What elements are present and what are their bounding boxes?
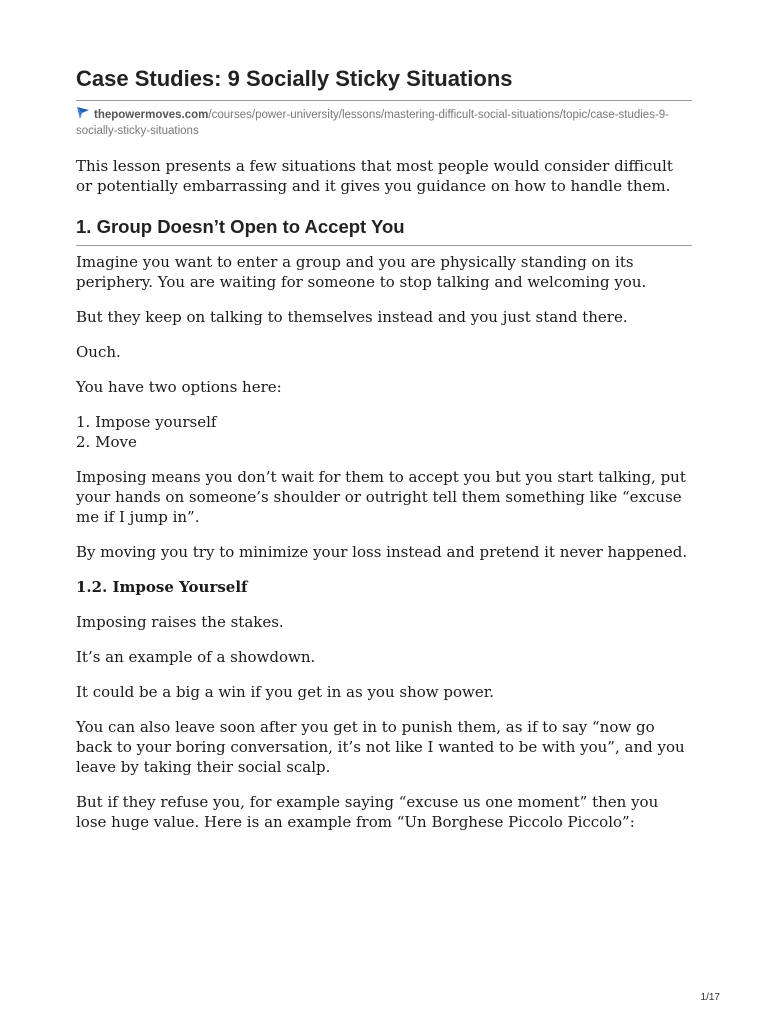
page-number: 1/17	[700, 992, 720, 1003]
powermoves-logo-icon	[76, 106, 90, 120]
paragraph: You have two options here:	[76, 378, 282, 396]
paragraph: Imposing means you don’t wait for them to accept you but you start talking, put your hands on someone’s shoulder or outright tell them something like “excuse me if I jump in”.	[76, 468, 686, 526]
paragraph: Imagine you want to enter a group and you are physically standing on its periphery. You are waiting for someone to stop talking and welcoming you.	[76, 253, 647, 291]
paragraph: It’s an example of a showdown.	[76, 648, 316, 666]
intro-paragraph: This lesson presents a few situations that most people would consider difficult or potentially embarrassing and it gives you guidance on how to handle them.	[76, 157, 673, 195]
title-divider	[76, 100, 692, 101]
paragraph: But if they refuse you, for example saying “excuse us one moment” then you lose huge value. Here is an example from “Un Borghese Piccolo Piccolo”:	[76, 793, 659, 831]
source-path: /courses/power-university/lessons/mastering-difficult-social-situations/topic/case-studies-9-socially-sticky-situations	[76, 109, 670, 137]
paragraph: Ouch.	[76, 343, 121, 361]
page-title: Case Studies: 9 Socially Sticky Situations	[76, 66, 513, 91]
source-url[interactable]	[76, 106, 692, 139]
section-divider	[76, 245, 692, 246]
paragraph: Imposing raises the stakes.	[76, 613, 284, 631]
paragraph: You can also leave soon after you get in to punish them, as if to say “now go back to your boring conversation, it’s not like I wanted to be with you”, and you leave by taking their social scalp.	[76, 718, 685, 776]
paragraph: It could be a big a win if you get in as you show power.	[76, 683, 495, 701]
list-item: 2. Move	[76, 433, 137, 451]
source-domain: thepowermoves.com	[94, 109, 209, 121]
paragraph: But they keep on talking to themselves instead and you just stand there.	[76, 308, 628, 326]
options-list	[76, 412, 692, 452]
subsection-heading: 1.2. Impose Yourself	[76, 578, 248, 596]
article-body	[76, 252, 692, 847]
list-item: 1. Impose yourself	[76, 413, 217, 431]
section-heading: 1. Group Doesn’t Open to Accept You	[76, 216, 405, 237]
paragraph: By moving you try to minimize your loss instead and pretend it never happened.	[76, 543, 688, 561]
